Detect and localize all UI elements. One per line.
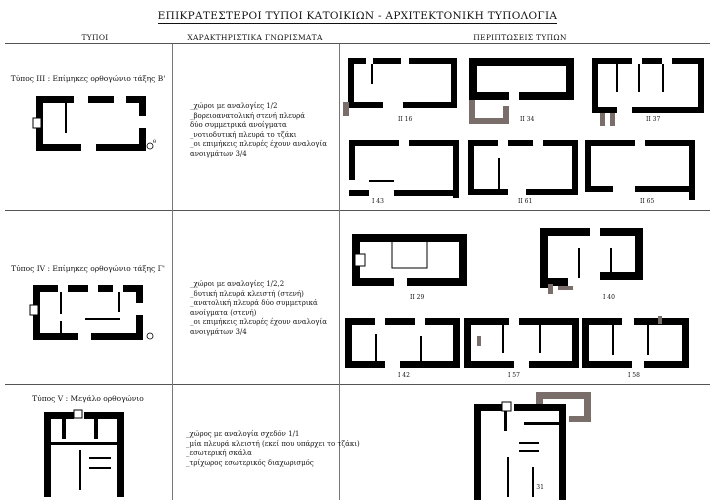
case-label: II 16 — [398, 116, 413, 123]
char-line: _εσωτερική σκάλα — [186, 449, 252, 458]
char-line: _μία πλευρά κλειστή (εκεί που υπάρχει το τζάκι) — [186, 439, 360, 448]
case-label: I 31 — [532, 484, 544, 491]
characteristics-iv — [190, 280, 327, 338]
char-line: _τρίχωρος εσωτερικός διαχωρισμός — [186, 458, 314, 467]
char-line: _χώρος με αναλογία σχεδόν 1/1 — [186, 430, 300, 438]
plan-case-ii29 — [352, 230, 477, 292]
type-label-iv: Τύπος IV : Επίμηκες ορθογώνιο τάξης Γ' — [11, 264, 165, 273]
char-line: ανοιγμάτων 3/4 — [190, 149, 247, 158]
plan-case-i40 — [540, 226, 670, 294]
case-label: II 61 — [518, 198, 533, 205]
column-divider-1 — [172, 44, 173, 500]
column-header-types: ΤΥΠΟΙ — [81, 33, 109, 42]
char-line: _οι επιμήκεις πλευρές έχουν αναλογία — [190, 318, 327, 327]
row-divider-2 — [5, 384, 710, 385]
char-line: _δυτική πλευρά κλειστή (στενή) — [190, 289, 304, 298]
case-label: I 40 — [603, 294, 615, 301]
north-marker: θ — [153, 139, 157, 145]
case-label: I 58 — [628, 372, 640, 379]
char-line: ανοιγμάτων 3/4 — [190, 327, 247, 336]
characteristics-v — [186, 430, 360, 468]
type-label-v: Τύπος V : Μεγάλο ορθογώνιο — [32, 394, 144, 403]
plan-case-ii61 — [468, 138, 583, 200]
char-line: _ανατολική πλευρά δύο συμμετρικά — [190, 299, 318, 308]
case-label: I 42 — [398, 372, 410, 379]
case-label: II 29 — [410, 294, 425, 301]
plan-case-i57 — [464, 316, 584, 374]
plan-case-i58 — [582, 316, 702, 374]
type-label-iii: Τύπος ΙΙΙ : Επίμηκες ορθογώνιο τάξης Β' — [10, 74, 166, 83]
plan-case-i42 — [345, 316, 465, 372]
case-label: II 34 — [520, 116, 535, 123]
characteristics-iii — [190, 102, 327, 160]
char-line: ανοίγματα (στενή) — [190, 308, 257, 317]
header-divider — [5, 43, 710, 44]
plan-type-iv — [33, 285, 158, 345]
plan-case-i43 — [349, 138, 464, 200]
char-line: _νοτιοδυτική πλευρά το τζάκι — [190, 130, 297, 139]
char-line: _χώροι με αναλογίες 1/2 — [190, 102, 278, 110]
column-header-cases: ΠΕΡΙΠΤΩΣΕΙΣ ΤΥΠΩΝ — [473, 33, 567, 42]
column-header-characteristics: ΧΑΡΑΚΤΗΡΙΣΤΙΚΑ ΓΝΩΡΙΣΜΑΤΑ — [187, 33, 323, 42]
plan-case-ii65 — [585, 138, 705, 200]
page-title: ΕΠΙΚΡΑΤΕΣΤΕΡΟΙ ΤΥΠΟΙ ΚΑΤΟΙΚΙΩΝ - ΑΡΧΙΤΕΚΤΟΝΙΚΗ ΤΥΠΟΛΟΓΙΑ — [157, 10, 558, 22]
case-label: II 65 — [640, 198, 655, 205]
case-label: II 37 — [646, 116, 661, 123]
char-line: _βορειοανατολική στενή πλευρά — [190, 111, 305, 120]
case-label: I 57 — [508, 372, 520, 379]
char-line: _οι επιμήκεις πλευρές έχουν αναλογία — [190, 140, 327, 149]
plan-type-iii — [36, 96, 156, 156]
plan-type-v — [44, 412, 129, 497]
case-label: I 43 — [372, 198, 384, 205]
char-line: δύο συμμετρικά ανοίγματα — [190, 121, 287, 130]
plan-case-ii16 — [343, 56, 458, 118]
row-divider-1 — [5, 210, 710, 211]
char-line: _χώροι με αναλογίες 1/2,2 — [190, 280, 285, 288]
